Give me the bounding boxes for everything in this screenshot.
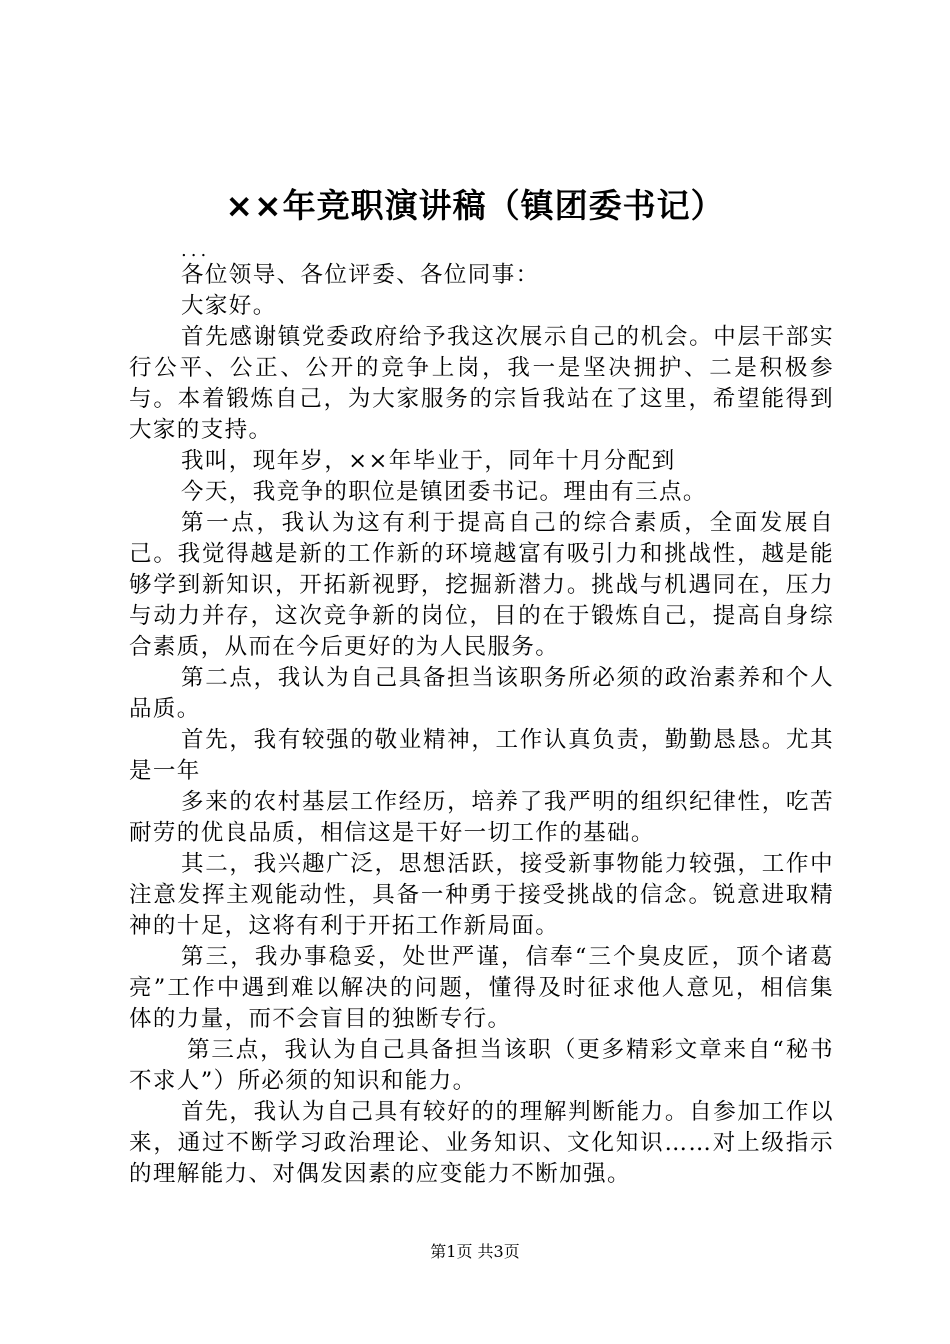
document-body [129, 242, 834, 1190]
page-title: ××年竞职演讲稿（镇团委书记） [225, 186, 725, 225]
paragraph-position: 今天，我竞争的职位是镇团委书记。理由有三点。 [181, 479, 707, 505]
paragraph-prudence: 第三，我办事稳妥，处世严谨，信奉“三个臭皮匠，顶个诸葛亮”工作中遇到难以解决的问题，懂得及时征求他人意见，相信集体的力量，而不会盲目的独断专行。 [129, 944, 834, 1032]
page-number: 第1页 共3页 [430, 1242, 520, 1261]
ellipsis-line: ... [181, 240, 211, 261]
paragraph-greeting: 各位领导、各位评委、各位同事： [181, 262, 540, 288]
paragraph-judgement: 首先，我认为自己具有较好的的理解判断能力。自参加工作以来，通过不断学习政治理论、业务知识、文化知识……对上级指示的理解能力、对偶发因素的应变能力不断加强。 [129, 1099, 834, 1187]
paragraph-experience: 多来的农村基层工作经历，培养了我严明的组织纪律性，吃苦耐劳的优良品质，相信这是干好一切工作的基础。 [129, 789, 834, 846]
paragraph-hello: 大家好。 [181, 293, 277, 319]
paragraph-thanks: 首先感谢镇党委政府给予我这次展示自己的机会。中层干部实行公平、公正、公开的竞争上岗，我一是坚决拥护、二是积极参与。本着锻炼自己，为大家服务的宗旨我站在了这里，希望能得到大家的支持。 [129, 324, 834, 443]
paragraph-dedication: 首先，我有较强的敬业精神，工作认真负责，勤勤恳恳。尤其是一年 [129, 727, 834, 784]
paragraph-point-two: 第二点，我认为自己具备担当该职务所必须的政治素养和个人品质。 [129, 665, 834, 722]
paragraph-self-intro: 我叫，现年岁，××年毕业于，同年十月分配到 [181, 448, 676, 474]
paragraph-point-three: 第三点，我认为自己具备担当该职（更多精彩文章来自“秘书不求人”）所必须的知识和能力。 [129, 1037, 834, 1094]
paragraph-point-one: 第一点，我认为这有利于提高自己的综合素质，全面发展自己。我觉得越是新的工作新的环境越富有吸引力和挑战性，越是能够学到新知识，开拓新视野，挖掘新潜力。挑战与机遇同在，压力与动力并存，这次竞争新的岗位，目的在于锻炼自己，提高自身综合素质，从而在今后更好的为人民服务。 [129, 510, 834, 660]
paragraph-interests: 其二，我兴趣广泛，思想活跃，接受新事物能力较强，工作中注意发挥主观能动性，具备一种勇于接受挑战的信念。锐意进取精神的十足，这将有利于开拓工作新局面。 [129, 851, 834, 939]
